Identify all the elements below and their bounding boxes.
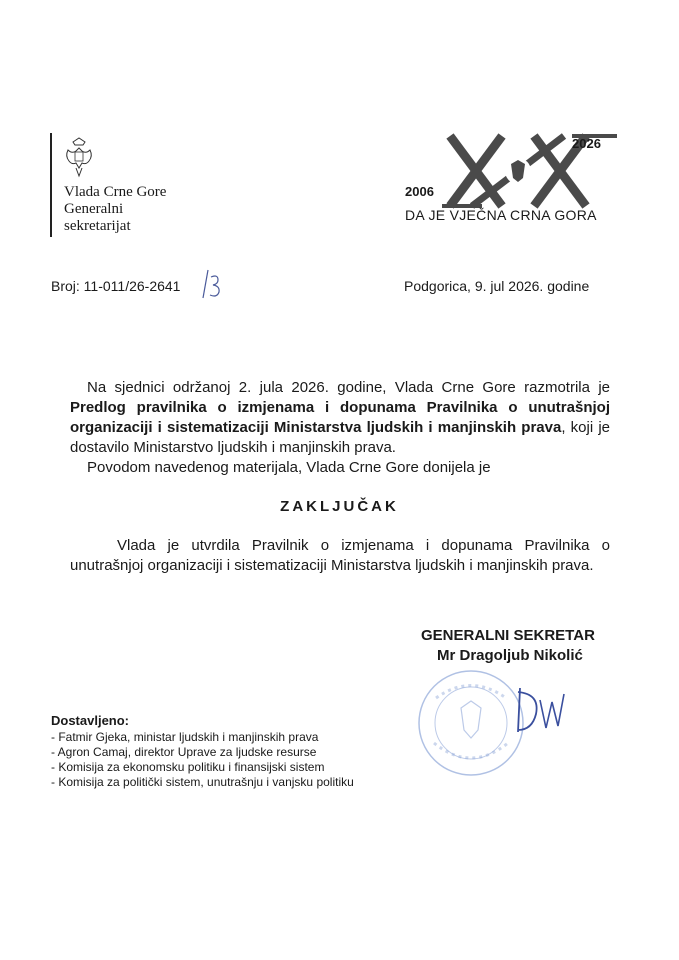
header-divider-line <box>50 133 52 237</box>
government-name-block <box>64 184 166 235</box>
list-item: - Komisija za ekonomsku politiku i finansijski sistem <box>51 760 354 775</box>
dostavljeno-list <box>51 730 354 790</box>
coat-of-arms-icon <box>64 136 94 178</box>
intro-bold-text: Predlog pravilnika o izmjenama i dopunama Pravilnika o unutrašnjoj organizaciji i sistematizaciji Ministarstva ljudskih i manjinskih prava <box>70 399 610 436</box>
dostavljeno-label: Dostavljeno: <box>51 713 130 728</box>
conclusion-heading: ZAKLJUČAK <box>280 498 399 515</box>
signatory-title: GENERALNI SEKRETAR <box>421 627 595 644</box>
conclusion-text: Vlada je utvrdila Pravilnik o izmjenama i dopunama Pravilnika o unutrašnjoj organizaciji i sistematizaciji Ministarstva ljudskih i manjinskih prava. <box>70 537 610 574</box>
povodom-line: Povodom navedenog materijala, Vlada Crne Gore donijela je <box>87 459 491 476</box>
list-item: - Fatmir Gjeka, ministar ljudskih i manjinskih prava <box>51 730 354 745</box>
reference-number: Broj: 11-011/26-2641 <box>51 278 181 294</box>
gov-line-1: Vlada Crne Gore <box>64 184 167 200</box>
anniversary-slogan: DA JE VJEČNA CRNA GORA <box>405 207 597 223</box>
gov-line-3: sekretarijat <box>64 218 131 234</box>
conclusion-paragraph <box>70 536 610 576</box>
place-and-date: Podgorica, 9. jul 2026. godine <box>404 278 590 294</box>
intro-tail-text: , koji je dostavilo Ministarstvo ljudskih i manjinskih prava. <box>70 419 610 456</box>
handwritten-signature-icon <box>510 680 570 740</box>
anniversary-year-start: 2006 <box>405 184 434 199</box>
signatory-name: Mr Dragoljub Nikolić <box>437 647 583 664</box>
list-item: - Agron Camaj, direktor Uprave za ljudske resurse <box>51 745 354 760</box>
anniversary-year-end: 2026 <box>572 136 601 151</box>
intro-normal-text: Na sjednici održanoj 2. jula 2026. godine, Vlada Crne Gore razmotrila je <box>87 379 610 396</box>
handwritten-suffix <box>201 268 223 300</box>
list-item: - Komisija za politički sistem, unutrašnju i vanjsku politiku <box>51 775 354 790</box>
intro-paragraph <box>70 378 610 458</box>
gov-line-2: Generalni <box>64 201 124 217</box>
